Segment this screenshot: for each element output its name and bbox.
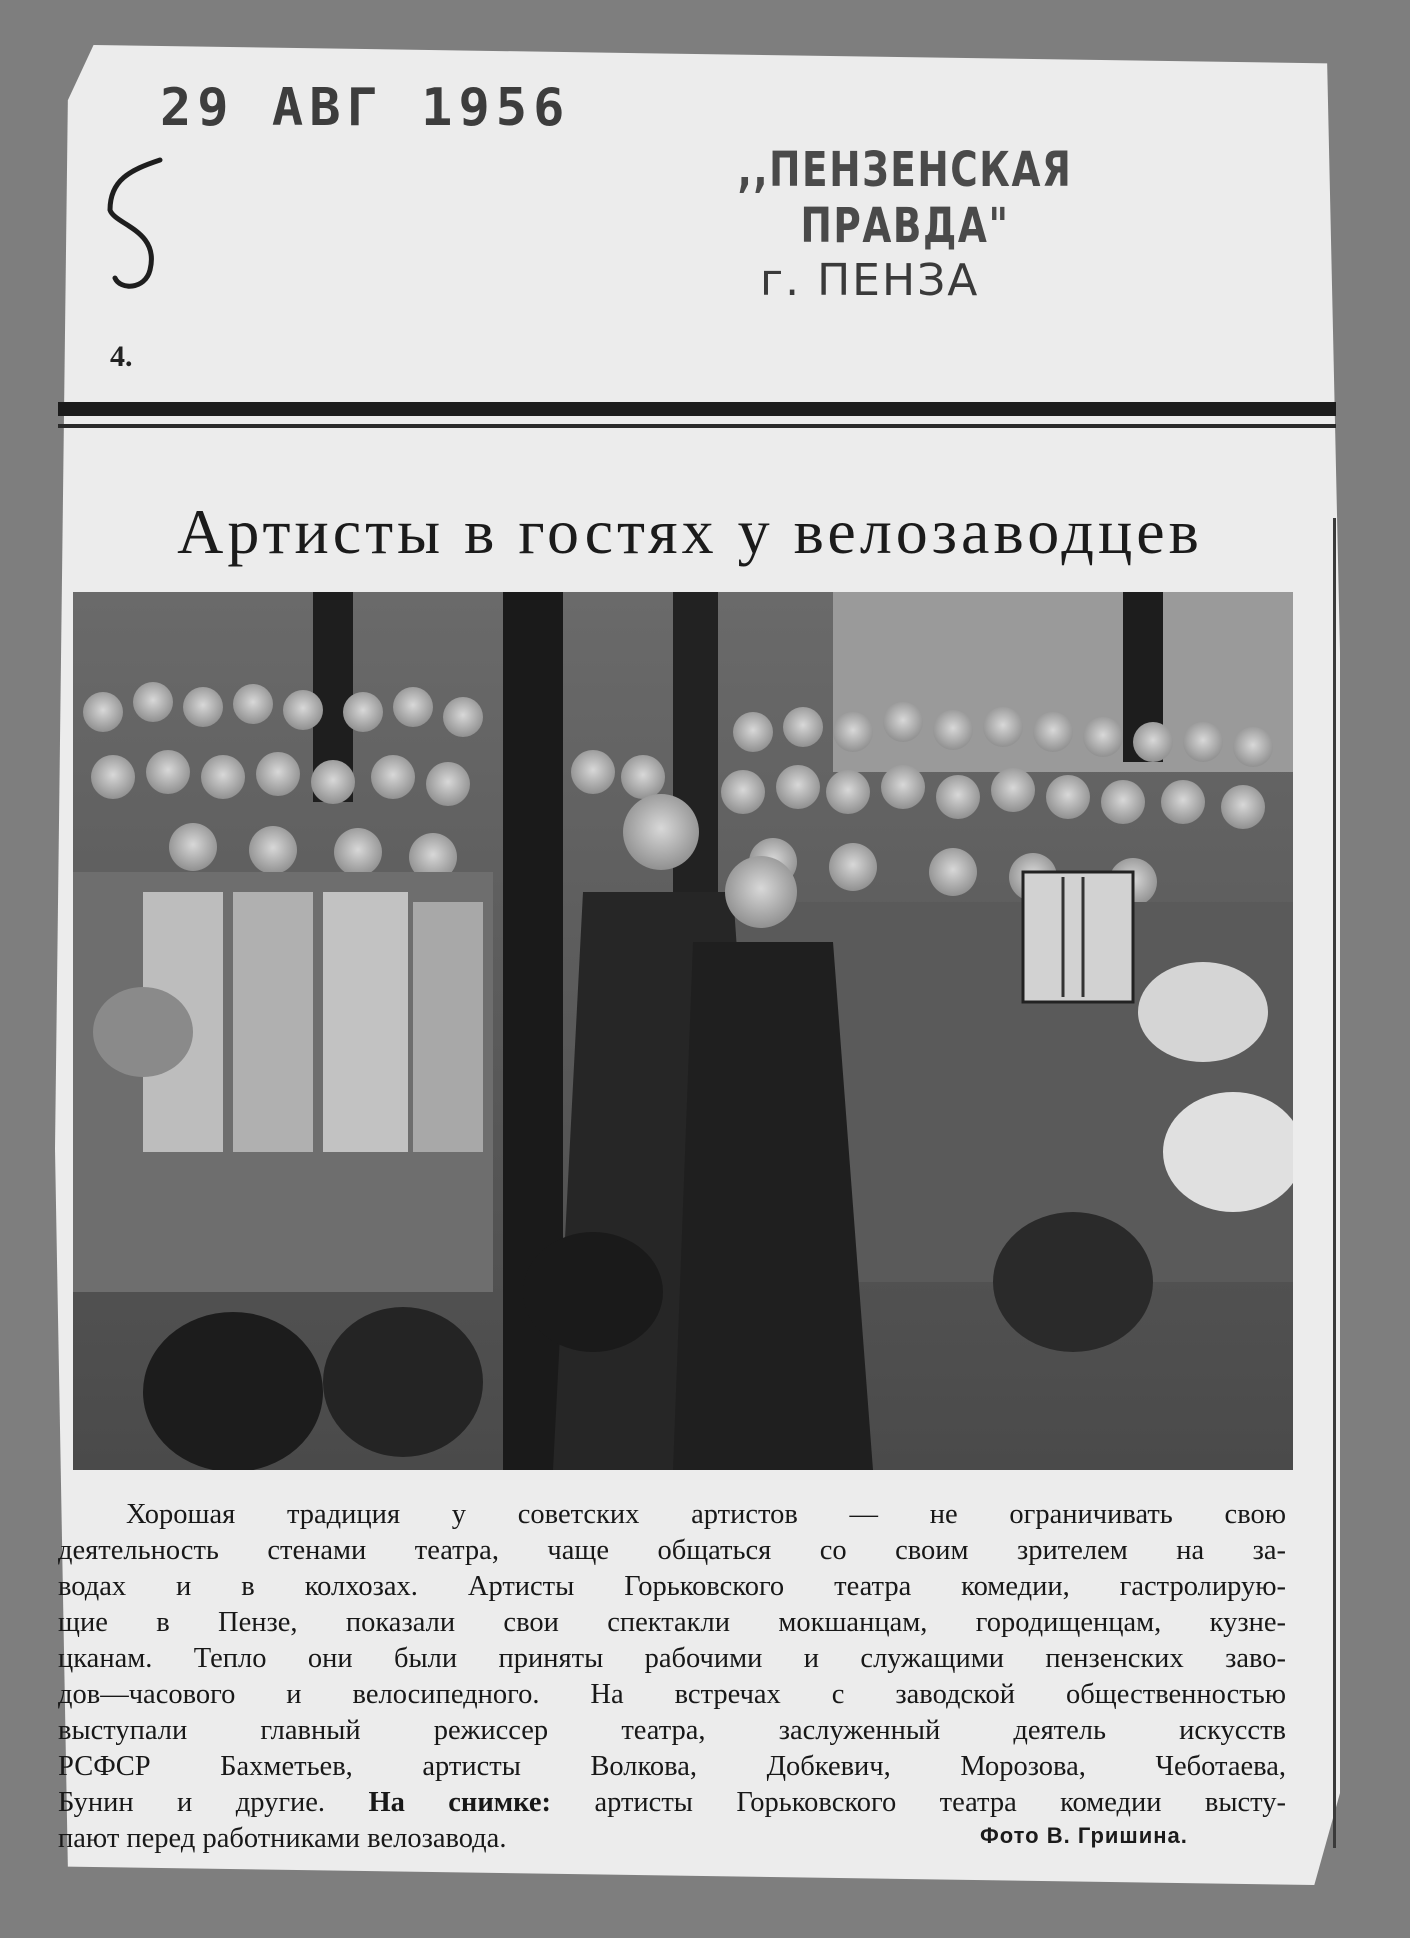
header-rule-thin <box>58 424 1336 428</box>
column-rule <box>1333 518 1336 1848</box>
caption-intro: Бунин и другие. <box>58 1787 326 1818</box>
text-line: цканам. Тепло они были приняты рабочими и служащими пензенских заво- <box>58 1643 1286 1674</box>
headline: Артисты в гостях у велозаводцев <box>177 496 1203 567</box>
caption-rest: артисты Горьковского театра комедии высту- <box>594 1787 1287 1818</box>
text-line: РСФСР Бахметьев, артисты Волкова, Добкевич, Морозова, Чеботаева, <box>58 1751 1286 1782</box>
news-photo <box>73 592 1293 1470</box>
text-line: Хорошая традиция у советских артистов — не ограничивать свою <box>126 1499 1286 1530</box>
date-stamp: 29 АВГ 1956 <box>160 78 571 138</box>
caption-label: На снимке: <box>368 1787 552 1818</box>
text-line: водах и в колхозах. Артисты Горьковского театра комедии, гастролирую- <box>58 1571 1286 1602</box>
newspaper-stamp: ,,ПЕНЗЕНСКАЯ ПРАВДА" <box>737 142 1073 254</box>
text-line: выступали главный режиссер театра, заслуженный деятель искусств <box>58 1715 1286 1746</box>
text-line: деятельность стенами театра, чаще общаться со своим зрителем на за- <box>58 1535 1286 1566</box>
photo-credit: Фото В. Гришина. <box>980 1823 1188 1848</box>
caption-line <box>58 1785 1286 1821</box>
text-line: щие в Пензе, показали свои спектакли мокшанцам, городищенцам, кузне- <box>58 1607 1286 1638</box>
handwritten-mark <box>90 150 170 300</box>
text-line: дов—часового и велосипедного. На встречах с заводской общественностью <box>58 1679 1286 1710</box>
text-line: пают перед работниками велозавода. <box>58 1823 507 1854</box>
header-rule <box>58 402 1336 416</box>
page-number: 4. <box>110 340 133 373</box>
city-stamp: г. ПЕНЗА <box>760 255 980 306</box>
article-body <box>58 1497 1286 1857</box>
